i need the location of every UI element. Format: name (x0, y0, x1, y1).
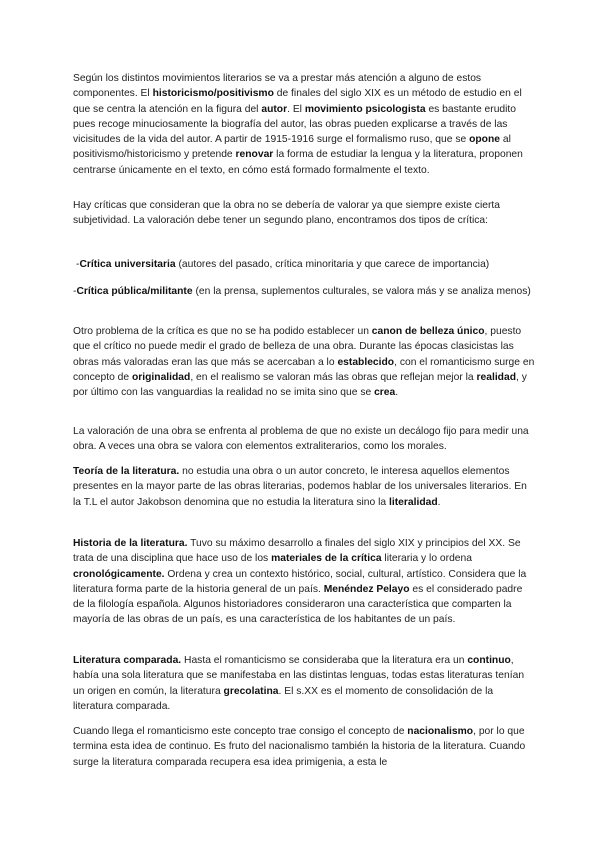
text-run: (en la prensa, suplementos culturales, se valora más y se analiza menos) (192, 286, 531, 297)
text-run: La valoración de una obra se enfrenta al problema de que no existe un decálogo fijo para medir una obra. A veces una obra se valora con elementos extraliterarios, como los morales. (73, 426, 529, 453)
bold-term: cronológicamente. (73, 568, 165, 580)
text-run: , por lo que termina esta idea de continuo. Es fruto del nacionalismo también la historia de la literatura. Cuando surge la literatura comparada recupera esa idea primigenia, a esta le (73, 726, 526, 768)
section-heading-comparada: Literatura comparada. (73, 655, 182, 666)
bold-term: renovar (235, 149, 274, 161)
text-run: Según los distintos movimientos literarios se va a prestar más atención a alguno de estos componentes. El (73, 73, 482, 100)
paragraph-canon-belleza (73, 324, 535, 400)
bold-term: Crítica pública/militante (76, 286, 193, 297)
bold-term: crea (374, 387, 396, 399)
bold-term: materiales de la crítica (271, 553, 382, 565)
bold-term: continuo (467, 655, 511, 666)
text-run: . (395, 387, 399, 399)
paragraph-tipos-critica (73, 198, 535, 229)
text-run: Hasta el romanticismo se consideraba que la literatura era un (181, 655, 468, 666)
text-run: . El s.XX es el momento de consolidación de la literatura comparada. (73, 685, 494, 712)
text-run: literaria y lo ordena (381, 553, 472, 565)
paragraph-literatura-comparada (73, 653, 535, 714)
paragraph-historia-literatura (73, 536, 535, 628)
bold-term: Menéndez Pelayo (323, 583, 410, 595)
list-item-critica-universitaria (76, 257, 538, 272)
text-run: es el considerado padre de la filología española. Algunos historiadores consideraron una característica que comparten la mayoría de las obras de un país, es una característica de los habitantes de un país. (73, 583, 523, 626)
text-run: Hay críticas que consideran que la obra no se debería de valorar ya que siempre existe cierta subjetividad. La valoración debe tener un segundo plano, encontramos dos tipos de crítica: (73, 200, 500, 227)
text-run: - (76, 259, 80, 270)
text-run: , y por último con las vanguardias la realidad no se imita sino que se (73, 371, 527, 399)
text-run: , con el romanticismo surge en concepto de (73, 356, 535, 383)
bold-term: realidad (476, 371, 516, 383)
bold-term: canon de belleza único (371, 326, 485, 337)
text-run: de finales del siglo XIX es un método de estudio en el que se centra la atención en la figura del (73, 88, 522, 115)
bold-term: establecido (337, 356, 395, 368)
text-run: . (437, 496, 441, 508)
bold-term: opone (469, 134, 500, 146)
bold-term: originalidad (131, 371, 191, 383)
text-run: (autores del pasado, crítica minoritaria y que carece de importancia) (175, 259, 490, 270)
list-item-critica-publica (73, 284, 535, 299)
bold-term: Crítica universitaria (79, 259, 176, 270)
text-run: Cuando llega el romanticismo este concepto trae consigo el concepto de (73, 726, 408, 737)
text-run: , había una sola literatura que se manifestaba en las distintas lenguas, todas estas literaturas tenían un origen en común, la literatura (73, 655, 525, 697)
bold-term: historicismo/positivismo (152, 88, 274, 100)
bold-term: movimiento psicologista (304, 103, 426, 115)
text-run: Otro problema de la crítica es que no se ha podido establecer un (73, 326, 372, 337)
bold-term: nacionalismo (407, 726, 474, 737)
bold-term: autor (261, 103, 288, 115)
text-run: . El (287, 103, 305, 115)
paragraph-nacionalismo (73, 724, 535, 770)
bold-term: literalidad (388, 496, 438, 508)
text-run: al positivismo/historicismo y pretende (73, 134, 511, 161)
text-run: no estudia una obra o un autor concreto, le interesa aquellos elementos presentes en la mayor parte de las obras literarias, podemos hablar de los universales literarios. En la T.L el autor Jakobson denomina que no estudia la literatura sino la (73, 466, 527, 508)
text-run: la forma de estudiar la lengua y la literatura, proponen centrarse únicamente en el texto, en cómo está formado formalmente el texto. (73, 149, 523, 176)
text-run: Ordena y crea un contexto histórico, social, cultural, artístico. Considera que la literatura forma parte de la historia general de un país. (73, 568, 527, 595)
text-run: , en el realismo se valoran más las obras que reflejan mejor la (190, 371, 477, 383)
text-run: Tuvo su máximo desarrollo a finales del siglo XIX y principios del XX. Se trata de una disciplina que hace uso de los (73, 538, 521, 565)
text-run: , puesto que el crítico no puede medir el grado de belleza de una obra. Durante las épocas clasicistas las obras más valoradas eran las que más se acercaban a lo (73, 326, 522, 368)
paragraph-movimientos (73, 71, 535, 178)
text-run: - (73, 286, 77, 297)
text-run: es bastante erudito pues recoge minuciosamente la biografía del autor, las obras pueden explicarse a través de las vicisitudes de la vida del autor. A partir de 1915-1916 surge el formalismo ruso, que se (73, 103, 517, 146)
paragraph-teoria-literatura (73, 464, 535, 510)
bold-term: grecolatina (223, 685, 279, 697)
paragraph-valoracion (73, 424, 535, 455)
section-heading-historia: Historia de la literatura. (73, 538, 188, 549)
section-heading-teoria: Teoría de la literatura. (73, 466, 180, 477)
